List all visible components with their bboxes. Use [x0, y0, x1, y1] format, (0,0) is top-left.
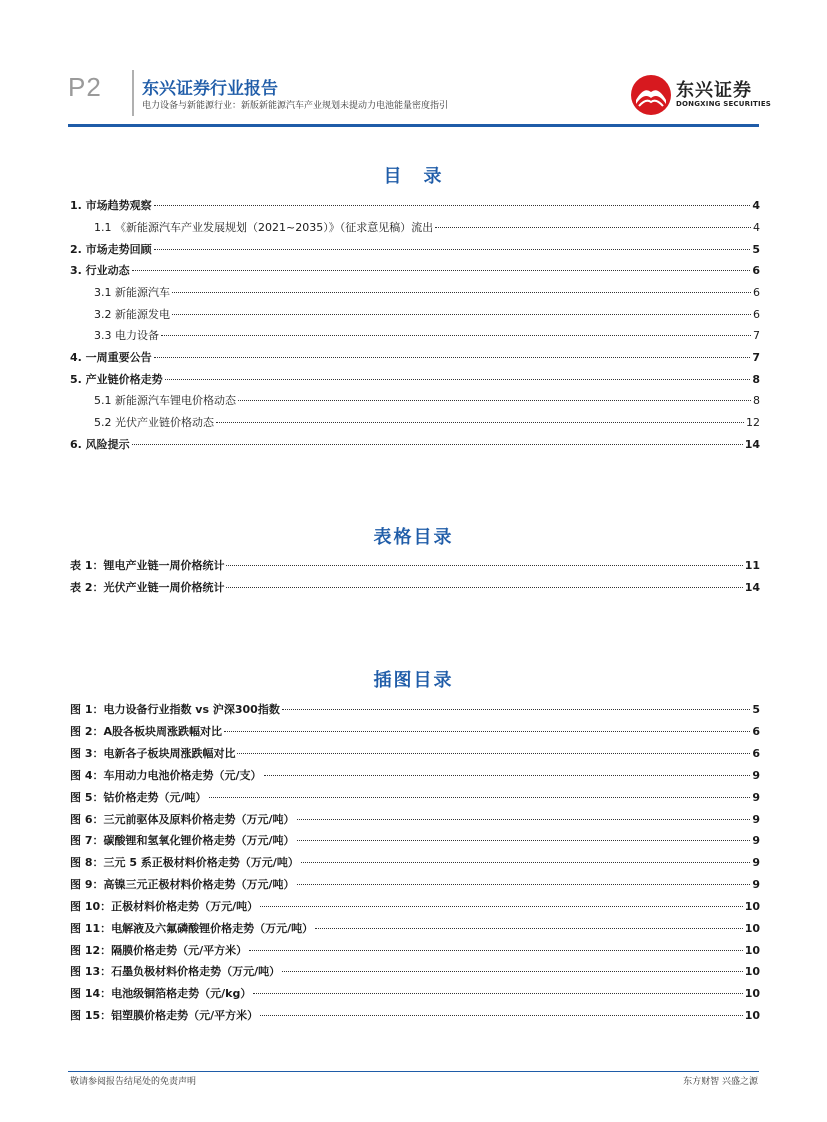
- footer-slogan: 东方财智 兴盛之源: [683, 1077, 758, 1087]
- toc-item[interactable]: 5.1 新能源汽车锂电价格动态 8: [94, 394, 760, 407]
- toc-item[interactable]: 5.2 光伏产业链价格动态 12: [94, 416, 760, 429]
- toc-item[interactable]: 3.1 新能源汽车 6: [94, 286, 760, 299]
- toc-item[interactable]: 3.2 新能源发电 6: [94, 308, 760, 321]
- report-series-title: 东兴证券行业报告: [142, 79, 278, 99]
- figure-toc-item[interactable]: 图 2：A股各板块周涨跌幅对比 6: [70, 725, 760, 738]
- toc-item[interactable]: 3. 行业动态 6: [70, 264, 760, 277]
- figure-toc-item[interactable]: 图 9：高镍三元正极材料价格走势（万元/吨） 9: [70, 878, 760, 891]
- table-toc-item[interactable]: 表 2：光伏产业链一周价格统计 14: [70, 581, 760, 594]
- table-toc-item[interactable]: 表 1：锂电产业链一周价格统计 11: [70, 559, 760, 572]
- toc-item[interactable]: 1.1 《新能源汽车产业发展规划（2021~2035）》（征求意见稿）流出 4: [94, 221, 760, 234]
- figures-toc-title: 插图目录: [373, 670, 454, 691]
- figure-toc-item[interactable]: 图 7：碳酸锂和氢氧化锂价格走势（万元/吨） 9: [70, 834, 760, 847]
- figure-toc-item[interactable]: 图 11：电解液及六氟磷酸锂价格走势（万元/吨） 10: [70, 922, 760, 935]
- report-subtitle: 电力设备与新能源行业：新版新能源汽车产业规划未提动力电池能量密度指引: [142, 101, 449, 111]
- figure-toc-item[interactable]: 图 12：隔膜价格走势（元/平方米） 10: [70, 944, 760, 957]
- logo-english-name: DONGXING SECURITIES: [676, 100, 772, 108]
- figure-toc-item[interactable]: 图 6：三元前驱体及原料价格走势（万元/吨） 9: [70, 813, 760, 826]
- figure-toc-item[interactable]: 图 14：电池级铜箔格走势（元/kg） 10: [70, 987, 760, 1000]
- figure-toc-item[interactable]: 图 3：电新各子板块周涨跌幅对比 6: [70, 747, 760, 760]
- toc-title: 目 录: [383, 166, 444, 187]
- toc-item[interactable]: 1. 市场趋势观察 4: [70, 199, 760, 212]
- figure-toc-item[interactable]: 图 5：钴价格走势（元/吨） 9: [70, 791, 760, 804]
- header-rule: [68, 124, 759, 127]
- toc-item[interactable]: 3.3 电力设备 7: [94, 329, 760, 342]
- logo-chinese-name: 东兴证券: [676, 80, 752, 101]
- figure-toc-item[interactable]: 图 1：电力设备行业指数 vs 沪深300指数 5: [70, 703, 760, 716]
- footer-rule: [68, 1071, 759, 1072]
- header-divider: [132, 70, 134, 116]
- figure-toc-item[interactable]: 图 4：车用动力电池价格走势（元/支） 9: [70, 769, 760, 782]
- figure-toc-item[interactable]: 图 10：正极材料价格走势（万元/吨） 10: [70, 900, 760, 913]
- dongxing-logo-icon: [630, 74, 672, 116]
- toc-item[interactable]: 2. 市场走势回顾 5: [70, 243, 760, 256]
- toc-item[interactable]: 4. 一周重要公告 7: [70, 351, 760, 364]
- figure-toc-item[interactable]: 图 13：石墨负极材料价格走势（万元/吨） 10: [70, 965, 760, 978]
- figure-toc-item[interactable]: 图 8：三元 5 系正极材料价格走势（万元/吨） 9: [70, 856, 760, 869]
- tables-toc-title: 表格目录: [373, 527, 454, 548]
- toc-item[interactable]: 5. 产业链价格走势 8: [70, 373, 760, 386]
- footer-disclaimer: 敬请参阅报告结尾处的免责声明: [70, 1077, 197, 1087]
- figure-toc-item[interactable]: 图 15：铝塑膜价格走势（元/平方米） 10: [70, 1009, 760, 1022]
- toc-item[interactable]: 6. 风险提示 14: [70, 438, 760, 451]
- page-number: P2: [68, 72, 102, 102]
